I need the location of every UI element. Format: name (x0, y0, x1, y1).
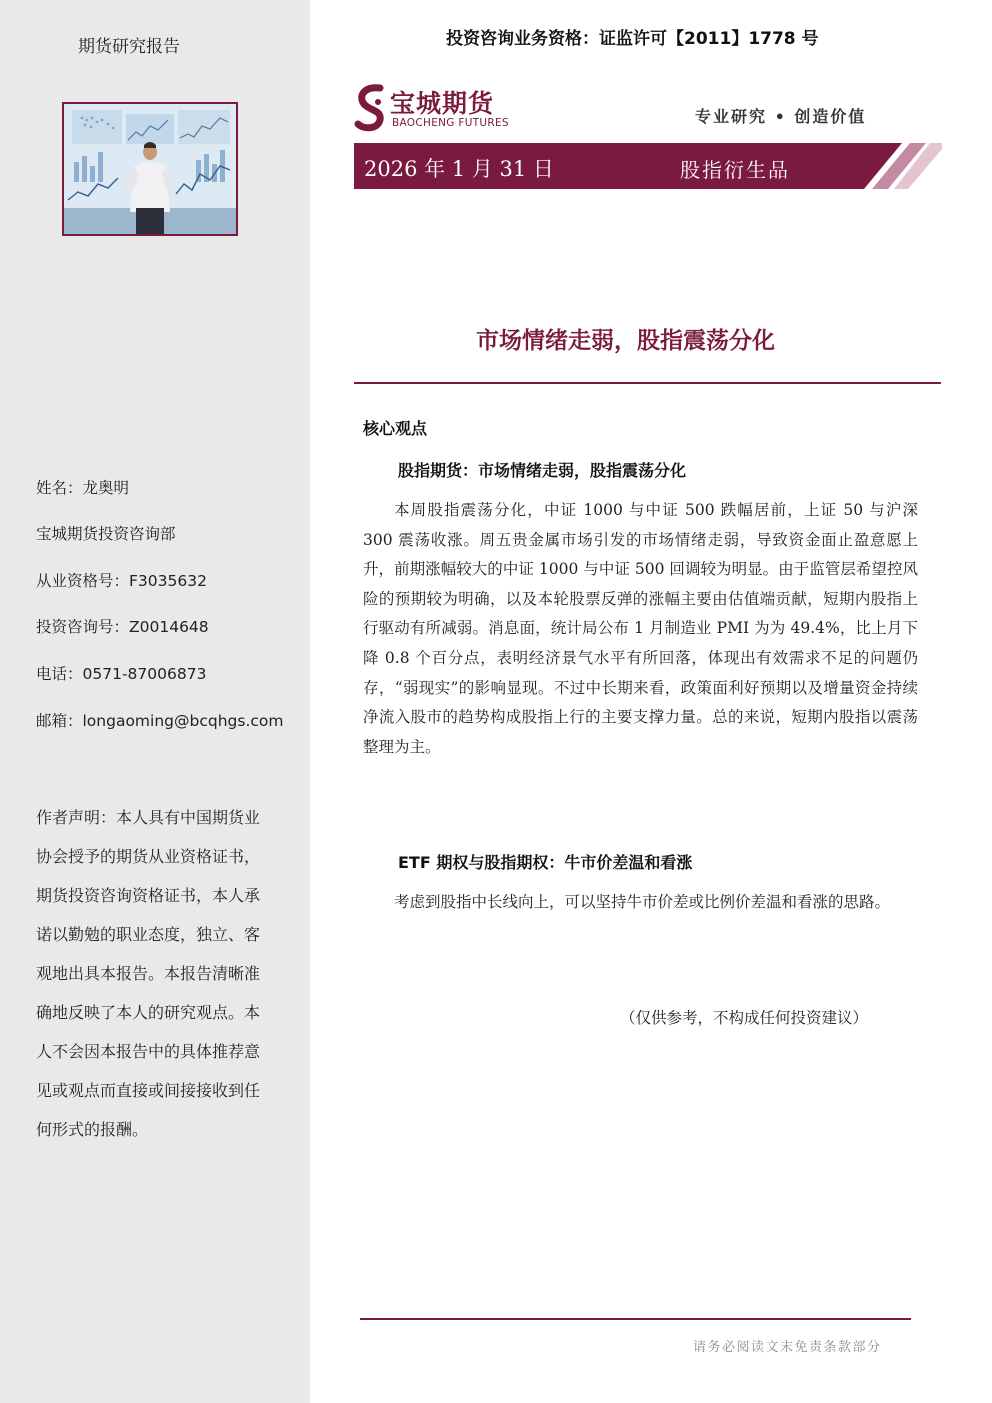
report-date: 2026 年 1 月 31 日 (364, 157, 554, 181)
author-phone: 电话：0571-87006873 (36, 665, 207, 683)
license-line: 投资咨询业务资格：证监许可【2011】1778 号 (446, 29, 819, 49)
section-index-futures-title: 股指期货：市场情绪走弱，股指震荡分化 (398, 461, 687, 480)
sidebar (0, 0, 310, 1403)
author-license-number: 从业资格号：F3035632 (36, 572, 207, 590)
report-category: 股指衍生品 (680, 158, 790, 182)
section-index-futures-body: 本周股指震荡分化，中证 1000 与中证 500 跌幅居前，上证 50 与沪深 300 震荡收涨。周五贵金属市场引发的市场情绪走弱，导致资金面止盈意愿上升，前期涨幅较大的中证 1000 与中证 500 回调较为明显。由于监管层希望控风险的预期较为明确，以及本轮股票反弹的涨幅主要由估值端贡献，短期内股指上行驱动有所减弱。消息面，统计局公布 1 月制造业 PMI 为为 49.4%，比上月下降 0.8 个百分点，表明经济景气水平有所回落，体现出有效需求不足的问题仍存，“弱现实”的影响显现。不过中长期来看，政策面利好预期以及增量资金持续净流入股市的趋势构成股指上行的主要支撑力量。总的来说，短期内股指以震荡整理为主。 (363, 501, 918, 756)
author-consult-number: 投资咨询号：Z0014648 (36, 618, 209, 636)
author-declaration: 作者声明：本人具有中国期货业协会授予的期货从业资格证书，期货投资咨询资格证书，本人承诺以勤勉的职业态度，独立、客观地出具本报告。本报告清晰准确地反映了本人的研究观点。本人不会因本报告中的具体推荐意见或观点而直接或间接接收到任何形式的报酬。 (36, 808, 261, 1139)
author-name: 姓名：龙奥明 (36, 479, 130, 497)
company-logo (354, 82, 524, 134)
investment-disclaimer: （仅供参考，不构成任何投资建议） (620, 1009, 869, 1027)
logo-mark-icon (354, 84, 388, 132)
footer-divider (360, 1318, 911, 1320)
report-title: 市场情绪走弱，股指震荡分化 (476, 328, 775, 354)
logo-chinese-name: 宝城期货 (390, 89, 495, 118)
author-department: 宝城期货投资咨询部 (36, 525, 176, 543)
title-divider (354, 382, 941, 384)
section-options-body: 考虑到股指中长线向上，可以坚持牛市价差或比例价差温和看涨的思路。 (394, 893, 891, 911)
company-slogan: 专业研究 • 创造价值 (695, 107, 867, 126)
author-email: 邮箱：longaoming@bcqhgs.com (36, 712, 284, 730)
report-type-label: 期货研究报告 (78, 37, 180, 57)
section-options-title: ETF 期权与股指期权：牛市价差温和看涨 (398, 853, 693, 872)
logo-english-name: BAOCHENG FUTURES (392, 117, 509, 129)
date-category-banner (354, 143, 942, 189)
cover-illustration (64, 104, 236, 234)
core-view-label: 核心观点 (363, 419, 428, 438)
footer-note: 请务必阅读文末免责条款部分 (693, 1340, 882, 1355)
analyst-cover-image (62, 102, 238, 236)
